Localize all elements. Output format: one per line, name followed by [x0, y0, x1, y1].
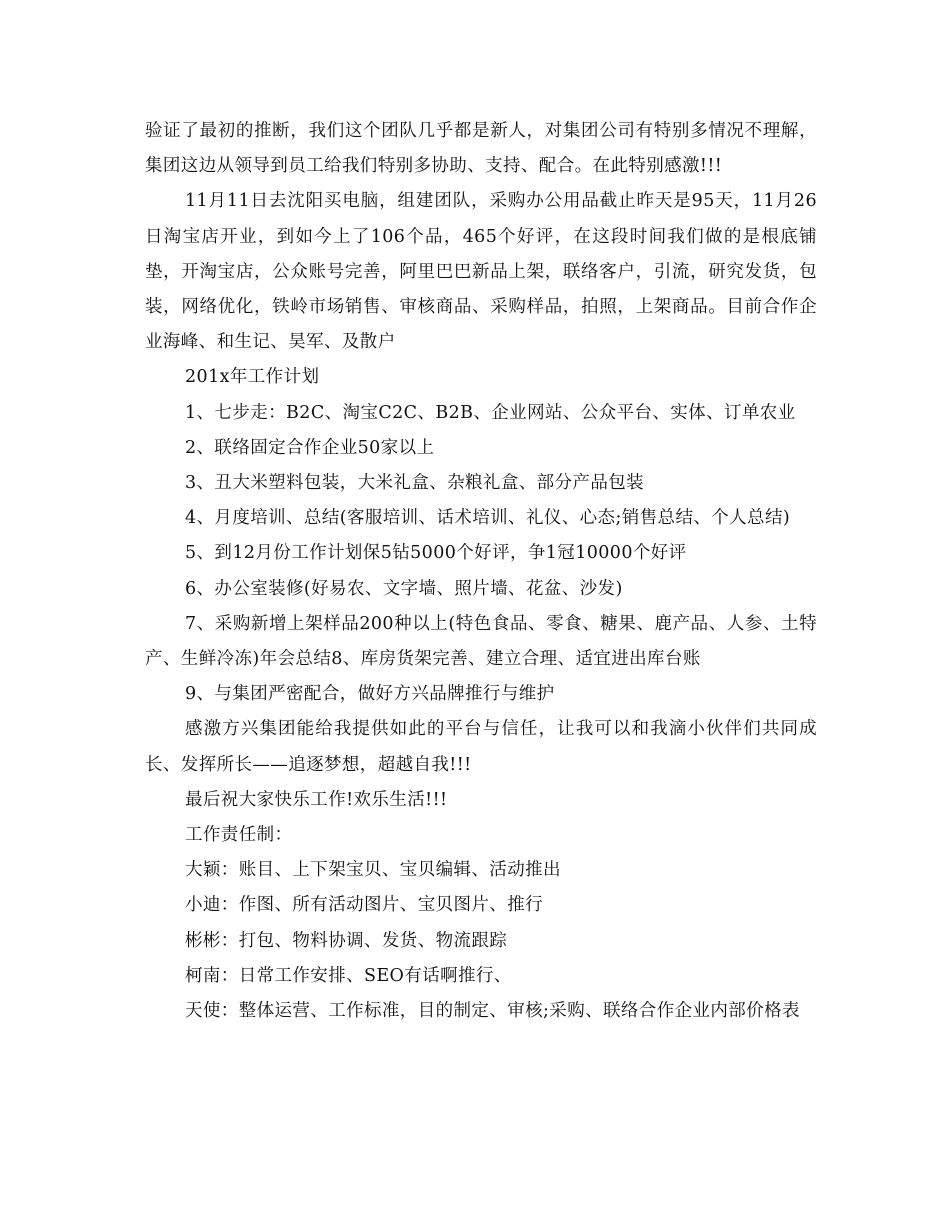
responsibility-item: 大颖：账目、上下架宝贝、宝贝编辑、活动推出: [185, 860, 561, 881]
plan-item-1: 1、七步走：B2C、淘宝C2C、B2B、企业网站、公众平台、实体、订单农业: [185, 402, 796, 423]
plan-item-5: 5、到12月份工作计划保5钻5000个好评，争1冠10000个好评: [185, 543, 687, 564]
plan-item-9: 9、与集团严密配合，做好方兴品牌推行与维护: [185, 684, 555, 705]
paragraph-thanks: 感激方兴集团能给我提供如此的平台与信任，让我可以和我滴小伙伴们共同成长、发挥所长——追逐梦想，超越自我!!!: [145, 719, 817, 775]
plan-item-7-8: 7、采购新增上架样品200种以上(特色食品、零食、糖果、鹿产品、人参、土特产、生鲜冷冻)年会总结8、库房货架完善、建立合理、适宜进出库台账: [145, 613, 817, 670]
paragraph-work-summary: 11月11日去沈阳买电脑，组建团队，采购办公用品截止昨天是95天，11月26日淘宝店开业，到如今上了106个品，465个好评，在这段时间我们做的是根底铺垫，开淘宝店，公众账号完善，阿里巴巴新品上架，联络客户，引流，研究发货，包装，网络优化，铁岭市场销售、审核商品、采购样品，拍照，上架商品。目前合作企业海峰、和生记、昊军、及散户: [145, 191, 817, 353]
responsibility-item: 天使：整体运营、工作标准，目的制定、审核;采购、联络合作企业内部价格表: [185, 1001, 800, 1022]
responsibility-item: 小迪：作图、所有活动图片、宝贝图片、推行: [185, 895, 543, 916]
paragraph-wishes: 最后祝大家快乐工作!欢乐生活!!!: [185, 789, 448, 810]
paragraph-intro-continuation: 验证了最初的推断，我们这个团队几乎都是新人，对集团公司有特别多情况不理解，集团这边从领导到员工给我们特别多协助、支持、配合。在此特别感激!!!: [145, 121, 817, 177]
section-heading-responsibilities: 工作责任制：: [185, 825, 293, 846]
plan-item-6: 6、办公室装修(好易农、文字墙、照片墙、花盆、沙发): [185, 578, 623, 599]
responsibility-item: 彬彬：打包、物料协调、发货、物流跟踪: [185, 930, 508, 951]
document-body: [145, 114, 817, 1029]
responsibility-item: 柯南：日常工作安排、SEO有话啊推行、: [185, 965, 512, 986]
section-heading-work-plan: 201x年工作计划: [185, 367, 320, 388]
plan-item-3: 3、丑大米塑料包装，大米礼盒、杂粮礼盒、部分产品包装: [185, 473, 645, 494]
plan-item-4: 4、月度培训、总结(客服培训、话术培训、礼仪、心态;销售总结、个人总结): [185, 508, 791, 529]
plan-item-2: 2、联络固定合作企业50家以上: [185, 437, 435, 458]
